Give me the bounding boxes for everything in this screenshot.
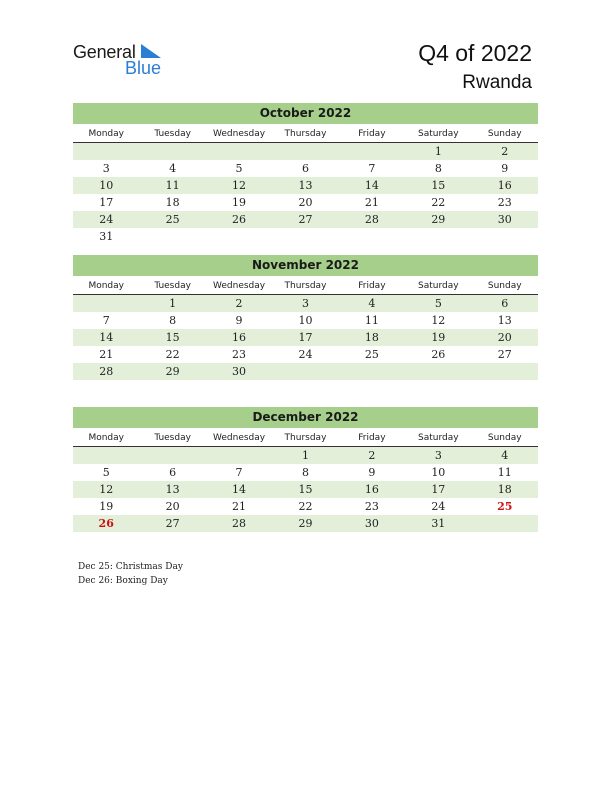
day-cell: 13 [298, 179, 313, 192]
day-cell: 23 [364, 500, 379, 513]
day-cell: 29 [165, 365, 180, 378]
day-cell: 31 [99, 230, 114, 243]
day-cell: 3 [301, 297, 309, 310]
month-calendar [73, 255, 538, 380]
weekday-label: Friday [358, 433, 386, 443]
day-cell: 16 [232, 331, 247, 344]
day-cell: 13 [165, 483, 180, 496]
day-cell: 16 [364, 483, 379, 496]
day-cell: 10 [431, 466, 446, 479]
day-cell: 4 [501, 449, 509, 462]
day-cell: 30 [364, 517, 379, 530]
week-row [73, 346, 538, 363]
day-cell [472, 363, 538, 380]
day-cell: 6 [501, 297, 509, 310]
day-cell: 21 [364, 196, 379, 209]
day-cell: 3 [434, 449, 442, 462]
day-cell: 23 [232, 348, 247, 361]
day-cell: 8 [301, 466, 309, 479]
day-cell: 14 [99, 331, 114, 344]
day-cell: 2 [368, 449, 376, 462]
weekday-label: Tuesday [154, 281, 191, 291]
day-cell: 17 [99, 196, 114, 209]
day-cell: 19 [99, 500, 114, 513]
weekday-label: Sunday [487, 433, 522, 443]
day-cell [272, 228, 338, 245]
week-row [73, 481, 538, 498]
day-cell [405, 228, 471, 245]
weekday-label: Friday [358, 281, 386, 291]
day-cell: 6 [169, 466, 177, 479]
logo-word-blue: Blue [125, 58, 162, 78]
day-cell: 12 [232, 179, 247, 192]
day-cell [272, 363, 338, 380]
week-row [73, 194, 538, 211]
weekday-header-row [73, 430, 538, 447]
day-cell: 15 [431, 179, 446, 192]
day-cell: 5 [102, 466, 110, 479]
day-cell: 15 [165, 331, 180, 344]
day-cell: 26 [232, 213, 247, 226]
day-cell: 19 [232, 196, 247, 209]
weekday-label: Saturday [418, 281, 459, 291]
day-cell: 15 [298, 483, 313, 496]
day-cell: 4 [169, 162, 177, 175]
day-cell [206, 447, 272, 464]
weekday-label: Thursday [284, 433, 327, 443]
day-cell: 7 [235, 466, 243, 479]
week-row [73, 363, 538, 380]
day-cell: 20 [298, 196, 313, 209]
day-cell: 11 [497, 466, 512, 479]
weekday-label: Saturday [418, 433, 459, 443]
week-row [73, 498, 538, 515]
weekday-label: Wednesday [213, 433, 266, 443]
day-cell: 25 [497, 500, 513, 513]
day-cell: 1 [434, 145, 442, 158]
day-cell: 12 [431, 314, 446, 327]
day-cell: 9 [235, 314, 243, 327]
day-cell [206, 143, 272, 160]
week-row [73, 312, 538, 329]
day-cell: 26 [98, 517, 114, 530]
day-cell: 31 [431, 517, 446, 530]
day-cell: 21 [232, 500, 247, 513]
day-cell: 11 [165, 179, 180, 192]
weekday-label: Tuesday [154, 433, 191, 443]
holiday-notes [78, 560, 183, 588]
weekday-label: Thursday [284, 281, 327, 291]
day-cell: 2 [235, 297, 243, 310]
day-cell: 27 [497, 348, 512, 361]
week-row [73, 464, 538, 481]
month-title: December 2022 [73, 407, 538, 428]
day-cell: 23 [497, 196, 512, 209]
day-cell [206, 228, 272, 245]
day-cell: 24 [431, 500, 446, 513]
day-cell: 28 [364, 213, 379, 226]
day-cell [472, 228, 538, 245]
day-cell: 1 [169, 297, 177, 310]
day-cell: 14 [364, 179, 379, 192]
country-name: Rwanda [462, 72, 532, 93]
day-cell: 12 [99, 483, 114, 496]
day-cell: 28 [232, 517, 247, 530]
weekday-label: Wednesday [213, 281, 266, 291]
day-cell [339, 143, 405, 160]
day-cell [472, 515, 538, 532]
month-calendar [73, 103, 538, 245]
day-cell: 25 [364, 348, 379, 361]
week-row [73, 177, 538, 194]
day-cell: 26 [431, 348, 446, 361]
day-cell [339, 363, 405, 380]
logo-word-general: General [73, 42, 136, 62]
day-cell: 14 [232, 483, 247, 496]
weekday-label: Sunday [487, 281, 522, 291]
weekday-label: Friday [358, 129, 386, 139]
week-row [73, 515, 538, 532]
day-cell: 21 [99, 348, 114, 361]
day-cell: 27 [298, 213, 313, 226]
day-cell: 24 [298, 348, 313, 361]
day-cell [73, 143, 139, 160]
day-cell [139, 228, 205, 245]
weekday-header-row [73, 278, 538, 295]
day-cell: 29 [298, 517, 313, 530]
day-cell: 8 [169, 314, 177, 327]
week-row [73, 228, 538, 245]
day-cell: 16 [497, 179, 512, 192]
month-calendar [73, 407, 538, 532]
day-cell: 19 [431, 331, 446, 344]
day-cell: 7 [102, 314, 110, 327]
month-title: October 2022 [73, 103, 538, 124]
weekday-label: Saturday [418, 129, 459, 139]
day-cell: 28 [99, 365, 114, 378]
day-cell [73, 447, 139, 464]
day-cell [73, 295, 139, 312]
day-cell: 6 [301, 162, 309, 175]
day-cell: 24 [99, 213, 114, 226]
weekday-header-row [73, 126, 538, 143]
day-cell: 30 [497, 213, 512, 226]
day-cell [272, 143, 338, 160]
day-cell [139, 143, 205, 160]
quarter-title: Q4 of 2022 [418, 40, 532, 66]
day-cell: 11 [364, 314, 379, 327]
day-cell: 30 [232, 365, 247, 378]
day-cell: 29 [431, 213, 446, 226]
day-cell: 27 [165, 517, 180, 530]
day-cell: 25 [165, 213, 180, 226]
day-cell: 20 [165, 500, 180, 513]
month-title: November 2022 [73, 255, 538, 276]
day-cell: 10 [298, 314, 313, 327]
day-cell: 10 [99, 179, 114, 192]
day-cell: 7 [368, 162, 376, 175]
weekday-label: Monday [88, 129, 124, 139]
day-cell: 9 [368, 466, 376, 479]
day-cell: 17 [298, 331, 313, 344]
weekday-label: Monday [88, 433, 124, 443]
weekday-label: Thursday [284, 129, 327, 139]
day-cell [139, 447, 205, 464]
generalblue-logo [73, 42, 173, 78]
week-row [73, 295, 538, 312]
day-cell: 13 [497, 314, 512, 327]
week-row [73, 160, 538, 177]
day-cell: 17 [431, 483, 446, 496]
day-cell: 9 [501, 162, 509, 175]
holiday-note: Dec 26: Boxing Day [78, 576, 168, 586]
day-cell [339, 228, 405, 245]
day-cell: 18 [497, 483, 512, 496]
weekday-label: Wednesday [213, 129, 266, 139]
day-cell: 22 [298, 500, 313, 513]
weekday-label: Tuesday [154, 129, 191, 139]
day-cell: 5 [434, 297, 442, 310]
week-row [73, 143, 538, 160]
day-cell: 8 [434, 162, 442, 175]
week-row [73, 211, 538, 228]
day-cell: 22 [165, 348, 180, 361]
weekday-label: Monday [88, 281, 124, 291]
day-cell: 22 [431, 196, 446, 209]
weekday-label: Sunday [487, 129, 522, 139]
day-cell [405, 363, 471, 380]
day-cell: 18 [364, 331, 379, 344]
day-cell: 18 [165, 196, 180, 209]
day-cell: 2 [501, 145, 509, 158]
week-row [73, 329, 538, 346]
day-cell: 3 [102, 162, 110, 175]
holiday-note: Dec 25: Christmas Day [78, 562, 183, 572]
day-cell: 20 [497, 331, 512, 344]
week-row [73, 447, 538, 464]
day-cell: 1 [301, 449, 309, 462]
day-cell: 4 [368, 297, 376, 310]
day-cell: 5 [235, 162, 243, 175]
